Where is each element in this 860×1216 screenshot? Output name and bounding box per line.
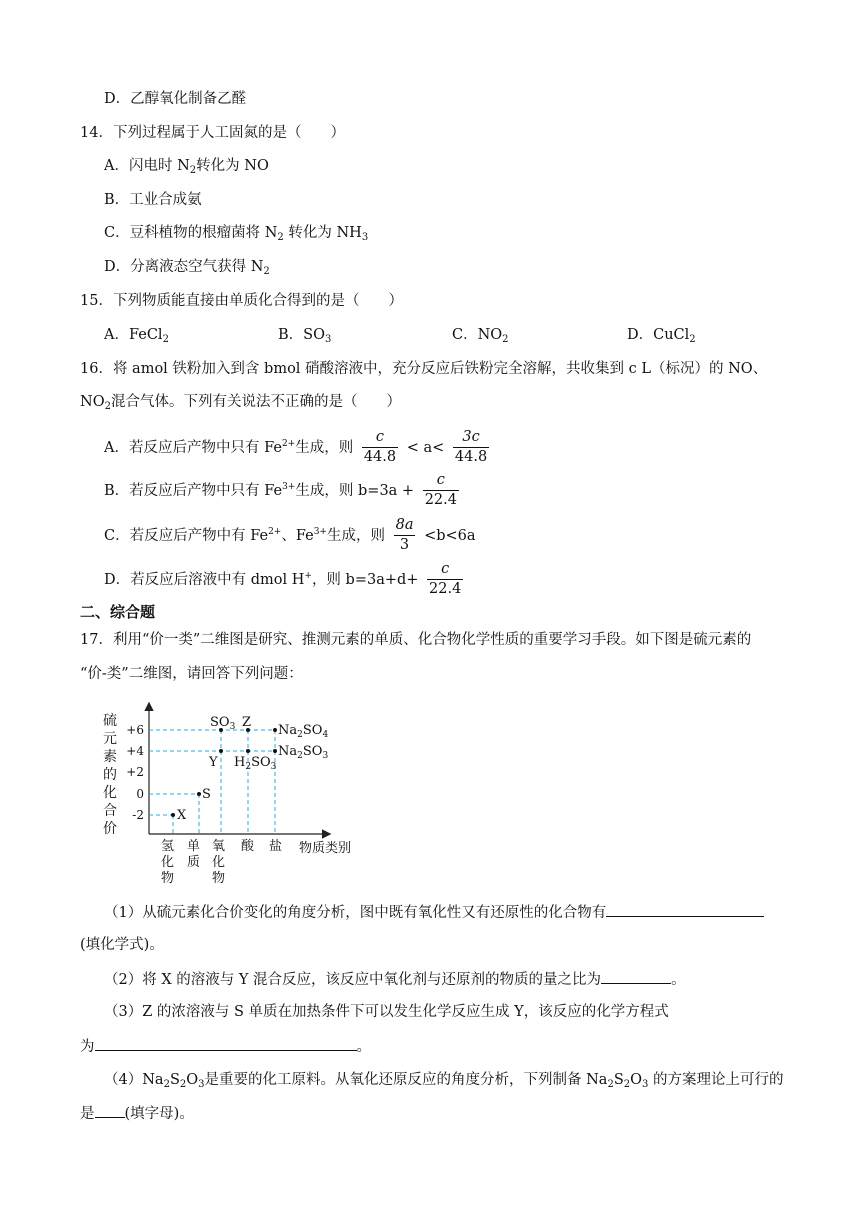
x-category: 氧	[212, 839, 226, 854]
label-x: X	[177, 808, 187, 823]
y-tick: +4	[126, 744, 144, 758]
q15-option-a: A．FeCl$_2$	[104, 327, 169, 345]
q17-part4-cont: 是 (填字母)。	[80, 1103, 194, 1124]
y-tick: 0	[136, 787, 144, 801]
svg-text:化: 化	[103, 785, 117, 801]
q17-part1-cont: (填化学式)。	[80, 937, 164, 953]
fraction: $\frac{c}{44.8}$	[363, 428, 397, 465]
q15-option-d: D．CuCl$_2$	[627, 327, 696, 345]
fraction: $\frac{c}{22.4}$	[429, 560, 462, 597]
q16-option-a: A．若反应后产物中只有 $Fe^{2+}$生成，则 $\frac{c}{44.8}$ < a< $\frac{3c}{44.8}$	[104, 428, 488, 465]
sulfur-valence-class-diagram	[95, 700, 375, 890]
q17-part3-cont: 为 。	[80, 1036, 371, 1057]
y-tick: -2	[132, 808, 144, 822]
label-so3: $SO_3$	[210, 715, 236, 732]
x-category: 氢	[161, 839, 175, 854]
svg-text:硫: 硫	[103, 713, 117, 729]
q14-option-d: D．分离液态空气获得 $N_2$	[104, 259, 270, 277]
q14-stem: 14．下列过程属于人工固氮的是（ ）	[80, 125, 345, 141]
q17-part3: （3）Z 的浓溶液与 S 单质在加热条件下可以发生化学反应生成 Y，该反应的化学方程式	[104, 1004, 669, 1020]
answer-blank[interactable]	[601, 969, 671, 984]
y-axis-title	[103, 713, 117, 837]
svg-text:合: 合	[103, 803, 117, 819]
q16-stem-line1: 16．将 amol 铁粉加入到含 bmol 硝酸溶液中，充分反应后铁粉完全溶解，共收集到 c L（标况）的 NO、	[80, 361, 768, 377]
point-na2so3	[273, 749, 277, 753]
x-category-char: 化	[161, 855, 175, 870]
point-h2so3	[246, 749, 250, 753]
q14-option-c: C．豆科植物的根瘤菌将 $N_2$ 转化为 $NH_3$	[104, 225, 369, 243]
q17-part1: （1）从硫元素化合价变化的角度分析，图中既有氧化性又有还原性的化合物有	[104, 902, 764, 923]
x-category-char: 物	[212, 871, 226, 886]
svg-text:元: 元	[103, 731, 117, 747]
label-h2so3: $H_2SO_3$	[234, 755, 277, 772]
label-y: Y	[209, 755, 218, 770]
q16-option-c: C．若反应后产物中有 $Fe^{2+}$、$Fe^{3+}$生成，则 $\frac{8a}{3}$ <b<6a	[104, 516, 476, 553]
q17-intro-line1: 17．利用“价一类”二维图是研究、推测元素的单质、化合物化学性质的重要学习手段。如下图是硫元素的	[80, 632, 752, 648]
y-tick: +2	[126, 765, 144, 779]
q17-part2: （2）将 X 的溶液与 Y 混合反应，该反应中氧化剂与还原剂的物质的量之比为 。	[104, 969, 686, 990]
fraction: $\frac{8a}{3}$	[395, 516, 414, 553]
label-z: Z	[242, 715, 252, 730]
point-y	[219, 749, 223, 753]
fraction: $\frac{3c}{44.8}$	[454, 428, 488, 465]
q13-option-d: D．乙醇氧化制备乙醛	[104, 91, 247, 107]
x-category-char: 质	[187, 855, 201, 870]
q17-part4: $(4)Na_2S_2O_3$是重要的化工原料。从氧化还原反应的角度分析，下列制备 $Na_2S_2O_3$ 的方案理论上可行的	[104, 1072, 784, 1090]
x-category-char: 物	[161, 871, 175, 886]
answer-blank[interactable]	[95, 1103, 125, 1118]
point-s	[197, 792, 201, 796]
svg-text:的: 的	[103, 767, 117, 783]
label-s: S	[202, 787, 211, 802]
q14-option-a: A．闪电时 $N_2$转化为 NO	[104, 158, 269, 176]
x-axis-title: 物质类别	[299, 841, 352, 856]
q16-option-b: B．若反应后产物中只有 $Fe^{3+}$生成，则 b=3a + $\frac{c}{22.4}$	[104, 471, 457, 508]
svg-text:素: 素	[103, 749, 117, 765]
x-category: 酸	[241, 839, 255, 854]
y-tick: +6	[126, 723, 144, 737]
point-x	[171, 813, 175, 817]
guide-lines	[149, 730, 275, 834]
q15-stem: 15．下列物质能直接由单质化合得到的是（ ）	[80, 293, 403, 309]
q15-option-b: B．$SO_3$	[278, 327, 332, 345]
section-title: 二、综合题	[80, 603, 156, 621]
x-category-char: 化	[212, 855, 226, 870]
fraction: $\frac{c}{22.4}$	[424, 471, 457, 508]
point-na2so4	[273, 728, 277, 732]
label-na2so3: $Na_2SO_3$	[278, 744, 329, 761]
x-category: 单	[187, 839, 201, 854]
answer-blank[interactable]	[95, 1036, 357, 1051]
q15-option-c: C．$NO_2$	[452, 327, 509, 345]
answer-blank[interactable]	[606, 902, 764, 917]
q14-option-b: B．工业合成氨	[104, 192, 202, 208]
q16-option-d: D．若反应后溶液中有 dmol H+，则 b=3a+d+ $\frac{c}{22.4}$	[104, 560, 462, 597]
q17-intro-line2: “价-类”二维图，请回答下列问题：	[80, 666, 303, 682]
q16-stem-line2: $NO_2$混合气体。下列有关说法不正确的是（ ）	[80, 394, 401, 412]
svg-text:价: 价	[103, 821, 117, 837]
x-category: 盐	[269, 839, 283, 854]
label-na2so4: $Na_2SO_4$	[278, 723, 329, 740]
